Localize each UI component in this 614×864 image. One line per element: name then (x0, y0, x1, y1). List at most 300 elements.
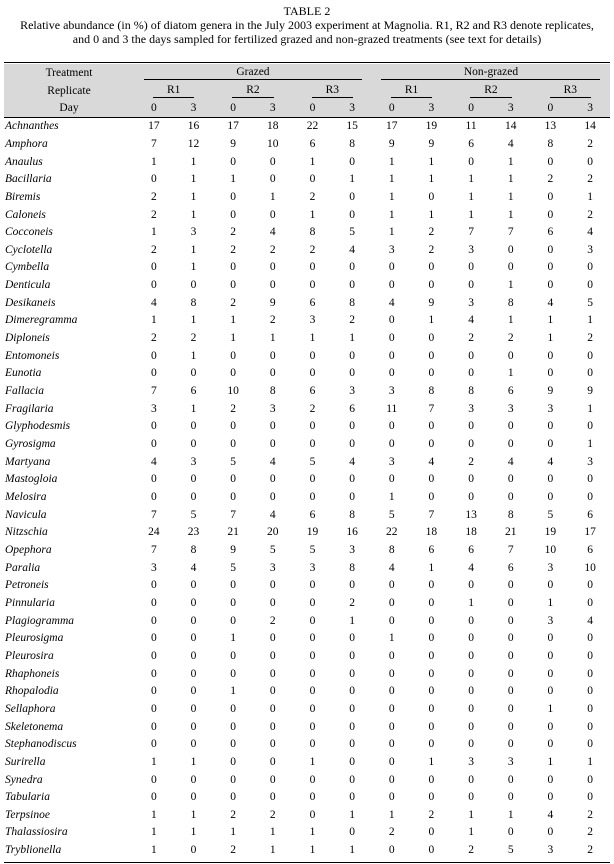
abundance-cell: 0 (309, 279, 316, 292)
abundance-cell: 0 (269, 632, 276, 645)
abundance-cell: 0 (309, 473, 316, 486)
table-row (4, 841, 610, 859)
abundance-cell: 1 (388, 632, 395, 645)
abundance-cell: 1 (468, 173, 474, 186)
abundance-cell: 0 (388, 755, 395, 768)
abundance-cell: 6 (349, 402, 355, 415)
abundance-cell: 0 (388, 349, 395, 362)
abundance-cell: 0 (587, 367, 593, 380)
table-row (4, 682, 610, 700)
abundance-cell: 0 (230, 208, 237, 221)
abundance-cell: 0 (388, 791, 395, 804)
abundance-cell: 1 (468, 208, 474, 221)
abundance-cell: 0 (587, 579, 593, 592)
abundance-cell: 0 (388, 685, 395, 698)
abundance-cell: 10 (584, 561, 596, 574)
abundance-cell: 1 (150, 826, 157, 839)
abundance-cell: 3 (388, 455, 395, 468)
abundance-cell: 0 (507, 826, 514, 839)
abundance-cell: 0 (269, 349, 276, 362)
abundance-cell: 9 (230, 543, 237, 556)
abundance-cell: 3 (269, 402, 276, 415)
abundance-cell: 22 (386, 526, 398, 539)
abundance-cell: 1 (587, 190, 593, 203)
abundance-cell: 1 (309, 755, 316, 768)
abundance-cell: 0 (547, 279, 554, 292)
abundance-cell: 1 (349, 844, 355, 857)
table-row (4, 312, 610, 330)
abundance-cell: 0 (349, 702, 355, 715)
abundance-cell: 0 (309, 632, 316, 645)
abundance-cell: 0 (309, 614, 316, 627)
abundance-cell: 0 (309, 738, 316, 751)
abundance-cell: 1 (547, 332, 554, 345)
abundance-cell: 3 (190, 455, 197, 468)
abundance-cell: 8 (349, 508, 355, 521)
abundance-cell: 9 (428, 137, 435, 150)
day-header: 0 (547, 102, 554, 115)
abundance-cell: 0 (269, 420, 276, 433)
abundance-cell: 0 (230, 261, 237, 274)
table-row (4, 506, 610, 524)
abundance-cell: 0 (547, 155, 554, 168)
abundance-cell: 0 (507, 243, 514, 256)
abundance-cell: 11 (386, 402, 398, 415)
abundance-cell: 0 (230, 420, 237, 433)
abundance-cell: 0 (349, 738, 355, 751)
abundance-cell: 0 (388, 649, 395, 662)
abundance-cell: 0 (587, 491, 593, 503)
day-header: 3 (587, 102, 593, 115)
genus-name: Skeletonema (5, 720, 64, 733)
abundance-cell: 0 (547, 649, 554, 662)
abundance-cell: 1 (507, 808, 514, 821)
abundance-cell: 5 (309, 543, 316, 556)
replicate-header: R1 (134, 82, 213, 100)
abundance-cell: 5 (230, 455, 237, 468)
abundance-cell: 0 (428, 649, 435, 662)
abundance-cell: 0 (428, 685, 435, 698)
abundance-cell: 4 (468, 314, 474, 327)
abundance-cell: 1 (428, 314, 435, 327)
abundance-cell: 0 (547, 420, 554, 433)
abundance-cell: 0 (349, 685, 355, 698)
table-row (4, 329, 610, 347)
abundance-cell: 0 (190, 685, 197, 698)
table-row (4, 223, 610, 241)
abundance-cell: 8 (507, 296, 514, 309)
abundance-cell: 14 (504, 120, 517, 133)
abundance-cell: 0 (230, 702, 237, 715)
abundance-cell: 20 (267, 526, 279, 539)
abundance-cell: 17 (386, 120, 398, 133)
abundance-cell: 1 (230, 173, 237, 186)
abundance-cell: 0 (230, 367, 237, 380)
abundance-cell: 2 (150, 332, 157, 345)
abundance-cell: 0 (150, 279, 157, 292)
table-row (4, 700, 610, 718)
abundance-cell: 8 (428, 385, 435, 398)
abundance-cell: 1 (190, 208, 197, 221)
abundance-cell: 3 (547, 844, 554, 857)
abundance-cell: 5 (269, 543, 276, 556)
abundance-cell: 0 (269, 438, 276, 451)
abundance-cell: 0 (428, 773, 435, 786)
abundance-cell: 1 (468, 190, 474, 203)
abundance-cell: 0 (468, 614, 474, 627)
abundance-cell: 0 (269, 755, 276, 768)
abundance-cell: 0 (468, 738, 474, 751)
abundance-cell: 7 (150, 137, 157, 150)
table-row (4, 435, 610, 453)
abundance-cell: 1 (507, 314, 514, 327)
abundance-cell: 0 (547, 667, 554, 680)
table-row (4, 718, 610, 736)
abundance-cell: 0 (587, 279, 593, 292)
replicate-header: R2 (213, 82, 292, 100)
genus-name: Pinnularia (5, 596, 55, 609)
genus-name: Glyphodesmis (5, 420, 71, 433)
abundance-cell: 0 (230, 614, 237, 627)
table-row (4, 753, 610, 771)
abundance-cell: 21 (227, 526, 239, 539)
abundance-cell: 0 (309, 438, 316, 451)
abundance-cell: 2 (150, 190, 157, 203)
table-row (4, 541, 610, 559)
abundance-cell: 0 (547, 826, 554, 839)
genus-name: Paralia (5, 561, 41, 574)
genus-name: Denticula (5, 279, 51, 292)
table-row (4, 117, 610, 135)
abundance-cell: 23 (187, 526, 200, 539)
abundance-cell: 3 (388, 243, 395, 256)
abundance-cell: 2 (428, 808, 435, 821)
abundance-cell: 0 (190, 791, 197, 804)
abundance-cell: 8 (547, 137, 554, 150)
genus-name: Bacillaria (5, 173, 52, 186)
abundance-cell: 0 (349, 755, 355, 768)
abundance-cell: 0 (428, 279, 435, 292)
abundance-cell: 0 (190, 773, 197, 786)
abundance-cell: 2 (468, 455, 474, 468)
abundance-cell: 0 (587, 738, 593, 751)
abundance-cell: 0 (230, 579, 237, 592)
day-header: 3 (190, 102, 197, 115)
abundance-cell: 3 (468, 755, 474, 768)
abundance-cell: 0 (349, 190, 355, 203)
table-header (4, 64, 610, 117)
table-row (4, 259, 610, 277)
abundance-cell: 0 (468, 279, 474, 292)
abundance-cell: 1 (468, 808, 474, 821)
abundance-cell: 2 (587, 208, 593, 221)
abundance-cell: 0 (230, 279, 237, 292)
abundance-cell: 5 (507, 844, 514, 857)
abundance-cell: 5 (190, 508, 197, 521)
abundance-cell: 0 (587, 667, 593, 680)
abundance-cell: 0 (507, 349, 514, 362)
abundance-cell: 0 (547, 261, 554, 274)
genus-name: Mastogloia (5, 473, 58, 486)
abundance-cell: 2 (587, 173, 593, 186)
abundance-cell: 7 (230, 508, 237, 521)
abundance-cell: 0 (269, 491, 276, 503)
table-row (4, 382, 610, 400)
abundance-cell: 0 (349, 773, 355, 786)
abundance-cell: 1 (230, 685, 237, 698)
abundance-cell: 2 (269, 243, 276, 256)
abundance-cell: 0 (388, 596, 395, 609)
abundance-cell: 2 (230, 226, 237, 239)
abundance-cell: 4 (150, 296, 157, 309)
abundance-cell: 17 (148, 120, 160, 133)
abundance-cell: 1 (428, 755, 435, 768)
table-row (4, 824, 610, 842)
abundance-cell: 14 (584, 120, 596, 133)
table-row (4, 523, 610, 541)
abundance-cell: 0 (547, 579, 554, 592)
abundance-cell: 2 (230, 243, 237, 256)
abundance-cell: 17 (584, 526, 596, 539)
abundance-cell: 18 (465, 526, 477, 539)
table-row (4, 806, 610, 824)
abundance-cell: 0 (230, 738, 237, 751)
abundance-cell: 0 (468, 773, 474, 786)
abundance-cell: 22 (306, 120, 319, 133)
abundance-cell: 0 (468, 155, 474, 168)
abundance-cell: 0 (269, 208, 276, 221)
abundance-cell: 2 (388, 826, 395, 839)
abundance-cell: 1 (190, 173, 197, 186)
abundance-cell: 0 (150, 491, 157, 503)
treatment-label: Treatment (45, 66, 93, 79)
abundance-cell: 0 (150, 702, 157, 715)
genus-name: Caloneis (5, 208, 46, 221)
table-row (4, 629, 610, 647)
day-label: Day (59, 102, 79, 115)
abundance-cell: 0 (269, 720, 276, 733)
abundance-cell: 0 (507, 667, 514, 680)
replicate-header: R1 (372, 82, 451, 100)
abundance-cell: 0 (507, 685, 514, 698)
abundance-cell: 0 (349, 720, 355, 733)
abundance-cell: 0 (269, 667, 276, 680)
abundance-cell: 0 (190, 279, 197, 292)
abundance-cell: 0 (468, 473, 474, 486)
abundance-cell: 0 (269, 738, 276, 751)
abundance-cell: 0 (587, 155, 593, 168)
abundance-cell: 0 (190, 367, 197, 380)
abundance-cell: 0 (428, 332, 435, 345)
genus-name: Petroneis (5, 579, 49, 592)
abundance-cell: 4 (468, 561, 474, 574)
abundance-cell: 0 (587, 791, 593, 804)
abundance-cell: 0 (428, 614, 435, 627)
abundance-cell: 1 (388, 226, 395, 239)
abundance-cell: 0 (349, 367, 355, 380)
abundance-cell: 0 (587, 473, 593, 486)
abundance-cell: 0 (547, 632, 554, 645)
abundance-cell: 7 (428, 402, 435, 415)
abundance-cell: 0 (547, 367, 554, 380)
abundance-cell: 0 (468, 349, 474, 362)
abundance-cell: 0 (547, 773, 554, 786)
abundance-cell: 2 (468, 332, 474, 345)
abundance-cell: 13 (465, 508, 477, 521)
abundance-cell: 2 (587, 137, 593, 150)
abundance-cell: 0 (428, 844, 435, 857)
abundance-cell: 0 (190, 596, 197, 609)
abundance-cell: 0 (388, 844, 395, 857)
abundance-cell: 0 (150, 579, 157, 592)
table-row (4, 153, 610, 171)
abundance-cell: 1 (388, 491, 395, 503)
abundance-cell: 0 (269, 473, 276, 486)
abundance-cell: 4 (428, 455, 435, 468)
abundance-cell: 0 (468, 791, 474, 804)
abundance-cell: 0 (150, 614, 157, 627)
genus-name: Fragilaria (5, 402, 54, 415)
genus-name: Plagiogramma (5, 614, 74, 627)
abundance-cell: 0 (269, 702, 276, 715)
treatment-non-grazed: Non-grazed (372, 64, 610, 82)
abundance-cell: 1 (388, 173, 395, 186)
abundance-cell: 0 (150, 173, 157, 186)
abundance-cell: 3 (507, 402, 514, 415)
abundance-cell: 3 (547, 561, 554, 574)
abundance-cell: 1 (190, 755, 197, 768)
abundance-cell: 1 (150, 808, 157, 821)
abundance-cell: 0 (269, 261, 276, 274)
abundance-cell: 6 (190, 385, 197, 398)
abundance-cell: 9 (388, 137, 395, 150)
treatment-row (4, 64, 610, 82)
abundance-cell: 1 (150, 844, 157, 857)
abundance-cell: 1 (190, 155, 197, 168)
abundance-cell: 0 (388, 367, 395, 380)
caption-line-2: and 0 and 3 the days sampled for fertilized grazed and non-grazed treatments (see text for details) (72, 32, 542, 46)
abundance-cell: 3 (150, 561, 157, 574)
abundance-cell: 2 (309, 243, 316, 256)
replicate-header: R3 (293, 82, 372, 100)
abundance-cell: 0 (309, 579, 316, 592)
abundance-cell: 0 (388, 667, 395, 680)
abundance-cell: 0 (150, 632, 157, 645)
abundance-cell: 0 (230, 649, 237, 662)
abundance-cell: 1 (587, 438, 593, 451)
abundance-cell: 0 (269, 685, 276, 698)
abundance-cell: 0 (587, 720, 593, 733)
abundance-cell: 0 (507, 702, 514, 715)
abundance-cell: 1 (230, 314, 237, 327)
abundance-cell: 1 (309, 826, 316, 839)
abundance-cell: 1 (428, 208, 435, 221)
abundance-cell: 8 (190, 296, 197, 309)
abundance-cell: 3 (349, 385, 355, 398)
abundance-cell: 0 (349, 667, 355, 680)
abundance-cell: 0 (468, 261, 474, 274)
abundance-cell: 0 (230, 667, 237, 680)
abundance-cell: 1 (507, 367, 514, 380)
abundance-cell: 0 (190, 632, 197, 645)
abundance-cell: 0 (349, 208, 355, 221)
genus-name: Rhaphoneis (5, 667, 60, 680)
abundance-cell: 8 (190, 543, 197, 556)
abundance-cell: 1 (190, 402, 197, 415)
abundance-cell: 3 (190, 226, 197, 239)
genus-name: Tryblionella (5, 844, 62, 857)
abundance-cell: 4 (269, 508, 276, 521)
genus-name: Desikaneis (5, 296, 56, 309)
abundance-cell: 0 (349, 791, 355, 804)
abundance-cell: 1 (269, 826, 276, 839)
genus-name: Fallacia (5, 385, 44, 398)
abundance-cell: 4 (388, 561, 395, 574)
abundance-cell: 0 (428, 702, 435, 715)
abundance-cell: 0 (309, 808, 316, 821)
abundance-cell: 0 (349, 491, 355, 503)
abundance-cell: 1 (587, 314, 593, 327)
abundance-cell: 0 (428, 579, 435, 592)
abundance-cell: 2 (587, 844, 593, 857)
abundance-cell: 0 (349, 826, 355, 839)
abundance-cell: 6 (468, 543, 474, 556)
abundance-cell: 0 (587, 420, 593, 433)
abundance-cell: 1 (349, 614, 355, 627)
abundance-cell: 2 (269, 808, 276, 821)
day-header: 0 (468, 102, 474, 115)
abundance-cell: 9 (547, 385, 554, 398)
day-header: 0 (150, 102, 157, 115)
abundance-cell: 17 (227, 120, 239, 133)
abundance-cell: 1 (428, 561, 435, 574)
abundance-cell: 0 (468, 667, 474, 680)
abundance-cell: 0 (507, 596, 514, 609)
abundance-cell: 21 (504, 526, 517, 539)
abundance-cell: 0 (190, 738, 197, 751)
abundance-cell: 3 (309, 314, 316, 327)
abundance-cell: 5 (388, 508, 395, 521)
abundance-cell: 16 (187, 120, 200, 133)
abundance-cell: 0 (309, 720, 316, 733)
abundance-cell: 0 (269, 773, 276, 786)
table-label: TABLE 2 (283, 4, 331, 18)
abundance-cell: 0 (269, 279, 276, 292)
abundance-cell: 10 (267, 137, 279, 150)
abundance-cell: 0 (150, 596, 157, 609)
abundance-cell: 0 (507, 579, 514, 592)
abundance-cell: 1 (468, 596, 474, 609)
abundance-cell: 0 (507, 649, 514, 662)
abundance-cell: 2 (349, 596, 355, 609)
genus-name: Rhopalodia (5, 685, 59, 698)
abundance-cell: 1 (388, 155, 395, 168)
abundance-cell: 0 (230, 773, 237, 786)
abundance-cell: 0 (349, 349, 355, 362)
abundance-cell: 0 (150, 438, 157, 451)
abundance-cell: 0 (547, 208, 554, 221)
abundance-cell: 9 (269, 296, 276, 309)
abundance-cell: 6 (507, 385, 514, 398)
abundance-cell: 0 (150, 720, 157, 733)
abundance-cell: 18 (425, 526, 438, 539)
table-row (4, 576, 610, 594)
abundance-cell: 0 (309, 702, 316, 715)
abundance-cell: 0 (309, 667, 316, 680)
abundance-cell: 1 (468, 826, 474, 839)
table-row (4, 188, 610, 206)
abundance-cell: 3 (547, 402, 554, 415)
